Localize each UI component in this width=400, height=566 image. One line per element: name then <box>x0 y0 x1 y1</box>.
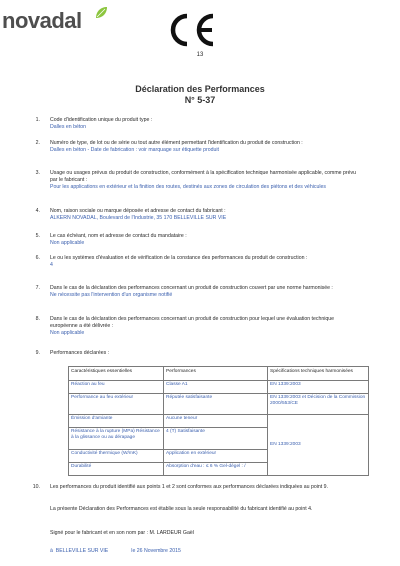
section-number: 7. <box>35 285 40 291</box>
novadal-logo <box>2 8 104 38</box>
table-cell: Absorption d'eau : ≤ 6 % Gel-dégel : / <box>164 462 268 475</box>
section-4 <box>35 208 360 222</box>
section-label: Usage ou usages prévus du produit de construction, conformément à la spécification technique harmonisée applicable, comme prévu par le fabricant : <box>50 170 356 183</box>
table-cell: EN 1339:2003 et Décision de la Commission 2000/553/CE <box>268 393 369 415</box>
document-number: N° 5-37 <box>184 95 216 105</box>
section-label: Performances déclarées : <box>50 350 110 356</box>
table-cell: Application en extérieur <box>164 449 268 462</box>
section-number: 3. <box>35 170 40 176</box>
table-cell: Émission d'amiante <box>69 415 164 428</box>
table-cell: EN 1339:2003 <box>268 380 369 393</box>
logo-text: novadal <box>2 8 82 33</box>
section-label: Le ou les systèmes d'évaluation et de vérification de la constance des performances du produit de construction : <box>50 255 308 261</box>
section-9 <box>35 350 360 357</box>
section-6 <box>35 255 360 269</box>
section-value: ALKERN NOVADAL, Boulevard de l'Industrie, 35 170 BELLEVILLE SUR VIE <box>50 214 227 221</box>
section-label: Dans le cas de la déclaration des performances concernant un produit de construction pour lequel une évaluation technique européenne a été délivrée : <box>50 316 335 329</box>
table-cell: Durabilité <box>69 462 164 475</box>
document-title: Déclaration des Performances <box>135 84 265 94</box>
ce-year: 13 <box>196 52 204 58</box>
section-value: Non applicable <box>50 239 85 246</box>
table-row <box>69 393 369 415</box>
table-cell: 4 (T) Satisfaisante <box>164 428 268 450</box>
section-value: 4 <box>50 261 53 268</box>
performance-table <box>68 366 369 476</box>
section-label: Le cas échéant, nom et adresse de contact du mandataire : <box>50 233 187 239</box>
section-value: Ne nécessite pas l'intervention d'un organisme notifié <box>50 291 173 298</box>
place-date-line: à BELLEVILLE SUR VIE le 26 Novembre 2015 <box>50 548 181 554</box>
table-cell: Conductivité thermique (W/mK) <box>69 449 164 462</box>
table-cell: Aucune teneur <box>164 415 268 428</box>
section-number: 6. <box>35 255 40 261</box>
table-header-cell: Performances <box>164 367 268 381</box>
section-number: 4. <box>35 208 40 214</box>
signature-line: Signé pour le fabricant et en son nom par : M. LARDEUR Gaël <box>50 530 194 536</box>
section-value: Dalles en béton <box>50 123 87 130</box>
section-1 <box>35 117 360 131</box>
ce-mark-icon <box>168 12 218 48</box>
section-number: 1. <box>35 117 40 123</box>
section-3 <box>35 170 360 190</box>
section-number: 5. <box>35 233 40 239</box>
section-value: Pour les applications en extérieur et la finition des routes, destinés aux zones de circulation des piétons et des véhicules <box>50 183 326 190</box>
section-number: 8. <box>35 316 40 322</box>
table-header-cell: Spécifications techniques harmonisées <box>268 367 369 381</box>
section-label: Dans le cas de la déclaration des performances concernant un produit de construction couvert par une norme harmonisée : <box>50 285 333 291</box>
table-cell: Résistance à la rupture (MPa) Résistance à la glissance ou au dérapage <box>69 428 164 450</box>
table-cell: Performance au feu extérieur <box>69 393 164 415</box>
section-label: Numéro de type, de lot ou de série ou tout autre élément permettant l'identification du produit de construction : <box>50 140 303 146</box>
section-5 <box>35 233 360 247</box>
table-cell: Classe A1 <box>164 380 268 393</box>
section-value: Non applicable <box>50 329 85 336</box>
table-cell: Réputée satisfaisante <box>164 393 268 415</box>
section-label: Code d'identification unique du produit type : <box>50 117 153 123</box>
table-row <box>69 380 369 393</box>
table-cell: Réaction au feu <box>69 380 164 393</box>
section-2 <box>35 140 360 154</box>
leaf-icon <box>94 6 108 20</box>
section-7 <box>35 285 360 299</box>
table-header-cell: Caractéristiques essentielles <box>69 367 164 381</box>
section-10 <box>32 484 360 491</box>
section-number: 10. <box>32 484 40 490</box>
table-header-row <box>69 367 369 381</box>
section-number: 9. <box>35 350 40 356</box>
section-value: Dalles en béton - Date de fabrication : voir marquage sur étiquette produit <box>50 146 219 153</box>
responsibility-statement: La présente Déclaration des Performances est établie sous la seule responsabilité du fabricant identifié au point 4. <box>50 506 313 512</box>
section-number: 2. <box>35 140 40 146</box>
table-row <box>69 415 369 428</box>
section-8 <box>35 316 360 336</box>
section-text: Les performances du produit identifié aux points 1 et 2 sont conformes aux performances déclarées indiquées au point 9. <box>50 484 328 490</box>
table-merged-spec-cell: EN 1339:2003 <box>268 415 369 476</box>
section-label: Nom, raison sociale ou marque déposée et adresse de contact du fabricant : <box>50 208 226 214</box>
